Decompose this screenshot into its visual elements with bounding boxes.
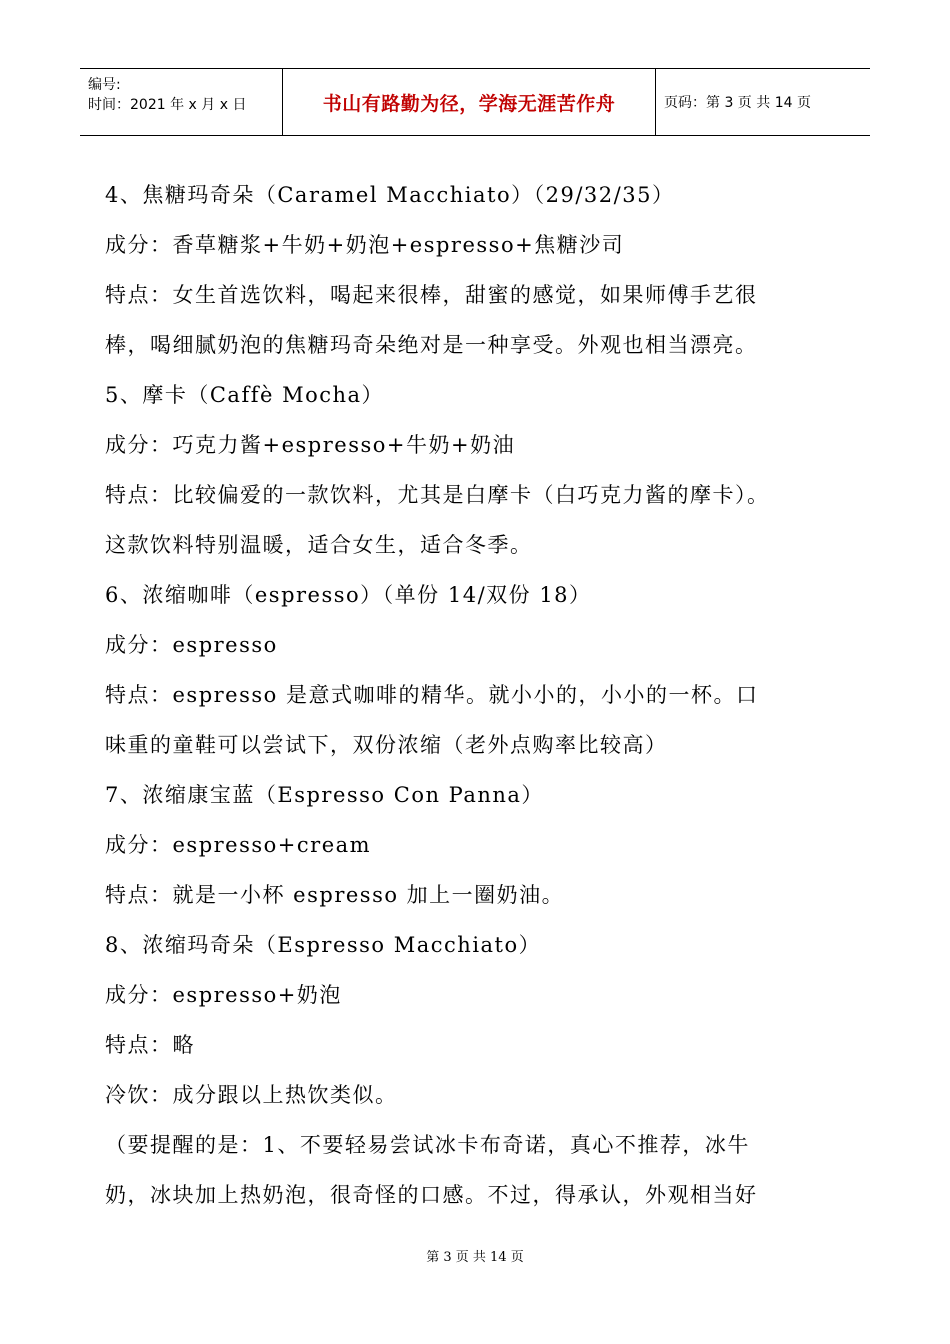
body-line: 冷饮：成分跟以上热饮类似。 bbox=[105, 1083, 398, 1107]
body-line: 特点：espresso 是意式咖啡的精华。就小小的，小小的一杯。口 bbox=[105, 683, 759, 707]
body-line: 奶，冰块加上热奶泡，很奇怪的口感。不过，得承认，外观相当好 bbox=[105, 1183, 758, 1207]
body-line: 5、摩卡（Caffè Mocha） bbox=[105, 383, 385, 407]
body-line: 成分：espresso bbox=[105, 633, 278, 657]
header-motto: 书山有路勤为径，学海无涯苦作舟 bbox=[282, 69, 656, 135]
body-line: 8、浓缩玛奇朵（Espresso Macchiato） bbox=[105, 933, 542, 957]
header-date-label: 时间：2021 年 x 月 x 日 bbox=[88, 97, 247, 113]
body-line: 特点：略 bbox=[105, 1033, 195, 1057]
body-line: 特点：比较偏爱的一款饮料，尤其是白摩卡（白巧克力酱的摩卡）。 bbox=[105, 483, 770, 507]
page-footer: 第 3 页 共 14 页 bbox=[426, 1250, 524, 1265]
body-line: 7、浓缩康宝蓝（Espresso Con Panna） bbox=[105, 783, 544, 807]
body-line: 成分：espresso+奶泡 bbox=[105, 983, 342, 1007]
body-line: 4、焦糖玛奇朵（Caramel Macchiato）（29/32/35） bbox=[105, 183, 675, 207]
body-line: 成分：香草糖浆+牛奶+奶泡+espresso+焦糖沙司 bbox=[105, 233, 625, 257]
header-meta bbox=[80, 69, 282, 135]
page-header bbox=[80, 68, 870, 136]
body-line: （要提醒的是：1、不要轻易尝试冰卡布奇诺，真心不推荐，冰牛 bbox=[105, 1133, 750, 1157]
body-line: 特点：就是一小杯 espresso 加上一圈奶油。 bbox=[105, 883, 565, 907]
header-number-label: 编号: bbox=[88, 77, 121, 93]
body-line: 特点：女生首选饮料，喝起来很棒，甜蜜的感觉，如果师傅手艺很 bbox=[105, 283, 758, 307]
body-line: 成分：espresso+cream bbox=[105, 833, 372, 857]
body-line: 棒，喝细腻奶泡的焦糖玛奇朵绝对是一种享受。外观也相当漂亮。 bbox=[105, 333, 758, 357]
header-page-info: 页码：第 3 页 共 14 页 bbox=[664, 95, 811, 111]
body-line: 6、浓缩咖啡（espresso）（单份 14/双份 18） bbox=[105, 583, 592, 607]
body-line: 成分：巧克力酱+espresso+牛奶+奶油 bbox=[105, 433, 516, 457]
body-line: 味重的童鞋可以尝试下，双份浓缩（老外点购率比较高） bbox=[105, 733, 668, 757]
document-body bbox=[105, 170, 855, 1220]
body-line: 这款饮料特别温暖，适合女生，适合冬季。 bbox=[105, 533, 533, 557]
